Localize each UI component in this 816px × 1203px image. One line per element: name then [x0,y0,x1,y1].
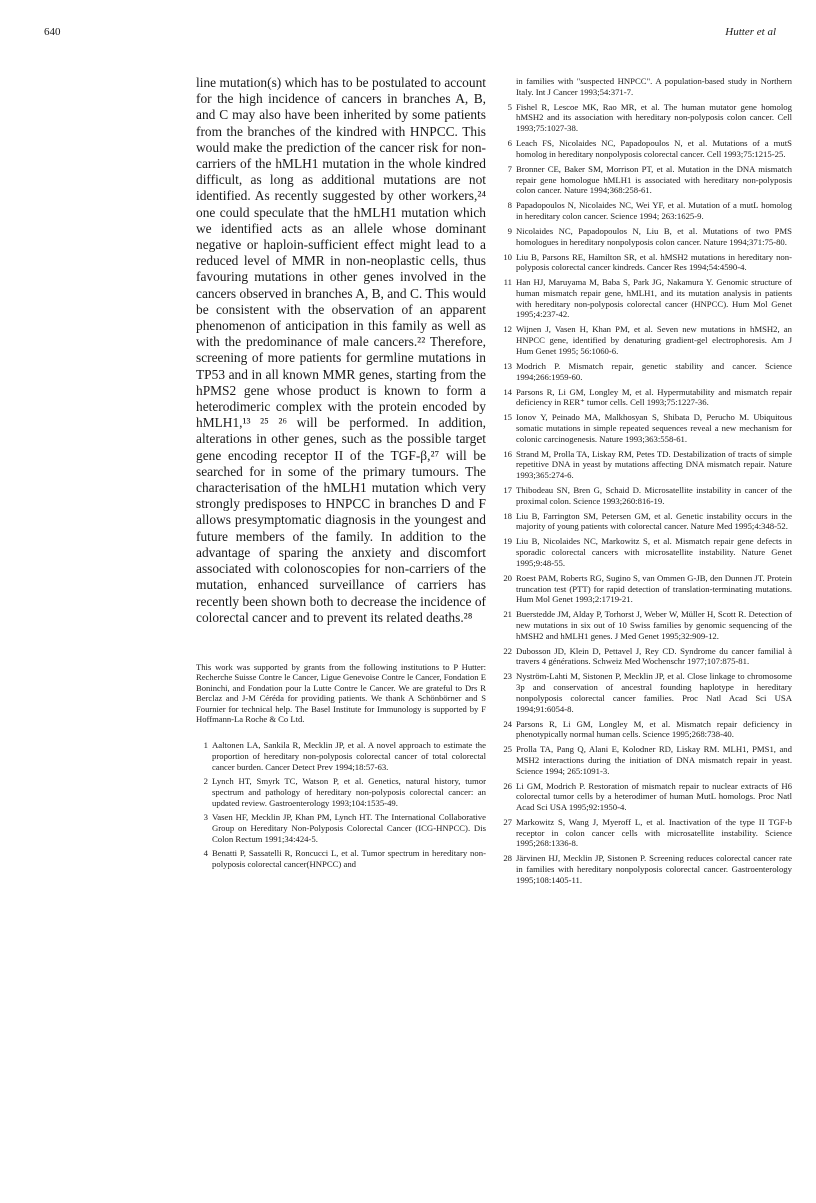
reference-text: Benatti P, Sassatelli R, Roncucci L, et al. Tumor spectrum in hereditary non-polyposis colorectal cancer(HNPCC) and [212,848,486,869]
reference-text: Lynch HT, Smyrk TC, Watson P, et al. Genetics, natural history, tumor spectrum and pathology of hereditary non-polyposis colorectal cancer: an updated review. Gastroenterology 1993;104:1535-49. [212,776,486,808]
body-paragraph: line mutation(s) which has to be postulated to account for the high incidence of cancers in branches A, B, and C may also have been inherited by some patients from the branches of the kindred with HNPCC. This would make the prediction of the cancer risk for non-carriers of the hMLH1 mutation in the whole kindred difficult, as long as additional mutations are not identified. As recently suggested by other workers,²⁴ one could speculate that the hMLH1 mutation which we identified acts as an allele whose dominant negative or haploin-sufficient effect might lead to a reduced level of MMR in non-neoplastic cells, thus favouring mutations in other genes involved in the cancers observed in branches A, B, and C. This would be consistent with the observation of an apparent phenomenon of anticipation in this family as well as with the predominance of male cancers.²² Therefore, screening of more patients for germline mutations in TP53 and in all known MMR genes, starting from the hPMS2 gene whose product is known to form a heterodimeric complex with the protein encoded by hMLH1,¹³ ²⁵ ²⁶ will be performed. In addition, alterations in other genes, such as the possible target gene encoding receptor II of the TGF-β,²⁷ will be searched for in some of the primary tumours. The characterisation of the hMLH1 mutation which very strongly predisposes to HNPCC in branches D and F allows presymptomatic diagnosis in the youngest and future members of the family. In addition to the advantage of sparing the anxiety and discomfort associated with colonoscopies for non-carriers of the mutation, enhanced surveillance of carriers has recently been shown both to decrease the incidence of colorectal cancer and to prevent its related deaths.²⁸ [196,75,486,625]
reference-item [500,609,792,641]
reference-continuation: in families with "suspected HNPCC". A population-based study in Northern Italy. Int J Cancer 1993;54:371-7. [516,76,792,97]
reference-number: 23 [503,671,512,682]
reference-text: Aaltonen LA, Sankila R, Mecklin JP, et al. A novel approach to estimate the proportion of hereditary non-polyposis colorectal cancer of total colorectal cancer burden. Cancer Detect Prev 1994;18:57-63. [212,740,486,772]
reference-number: 1 [203,740,208,751]
reference-number: 3 [203,812,208,823]
reference-number: 25 [503,744,512,755]
reference-number: 22 [503,645,512,656]
reference-text: Dubosson JD, Klein D, Pettavel J, Rey CD. Syndrome du cancer familial à travers 4 générations. Schweiz Med Wochenschr 1977;107:875-81. [516,645,792,667]
reference-text: Liu B, Nicolaides NC, Markowitz S, et al. Mismatch repair gene defects in sporadic colorectal cancers with microsatellite instability. Nature Genet 1995;9:48-55. [516,536,792,568]
reference-text: Parsons R, Li GM, Longley M, et al. Hypermutability and mismatch repair deficiency in RER⁺ tumor cells. Cell 1993;75:1227-36. [516,386,792,408]
reference-number: 24 [503,718,512,729]
reference-item [500,646,792,667]
reference-item [500,485,792,506]
reference-item [500,744,792,776]
reference-item [500,817,792,849]
reference-number: 17 [503,485,512,496]
reference-number: 10 [503,251,512,262]
reference-text: Fishel R, Lescoe MK, Rao MR, et al. The human mutator gene homolog hMSH2 and its association with hereditary non-polyposis colon cancer. Cell 1993;75:1027-38. [516,101,792,134]
reference-number: 11 [503,277,512,288]
reference-text: Papadopoulos N, Nicolaides NC, Wei YF, et al. Mutation of a mutL homolog in hereditary colon cancer. Science 1994; 263:1625-9. [516,200,792,221]
reference-item [500,226,792,247]
page-number: 640 [44,26,61,38]
reference-number: 27 [503,817,512,828]
reference-number: 2 [203,776,208,787]
reference-item [196,848,486,869]
reference-number: 26 [503,780,512,791]
reference-text: Leach FS, Nicolaides NC, Papadopoulos N, et al. Mutations of a mutS homolog in hereditary nonpolyposis colorectal cancer. Cell 1993;75:1215-25. [516,138,792,159]
reference-item [500,164,792,196]
reference-text: Roest PAM, Roberts RG, Sugino S, van Ommen G-JB, den Dunnen JT. Protein truncation test (PTT) for rapid detection of translation-terminating mutations. Hum Mol Genet 1993;2:1719-21. [516,572,792,605]
reference-number: 16 [503,448,512,459]
reference-number: 7 [507,163,512,174]
reference-item [500,412,792,444]
reference-number: 21 [503,609,512,620]
reference-number: 19 [503,536,512,547]
reference-list-left [196,740,486,869]
reference-number: 5 [507,101,512,112]
reference-text: Modrich P. Mismatch repair, genetic stability and cancer. Science 1994;266:1959-60. [516,360,792,382]
reference-text: Wijnen J, Vasen H, Khan PM, et al. Seven new mutations in hMSH2, an HNPCC gene, identified by denaturing gradient-gel electrophoresis. Am J Hum Genet 1995; 56:1060-6. [516,324,792,356]
reference-text: Markowitz S, Wang J, Myeroff L, et al. Inactivation of the type II TGF-b receptor in colon cancer cells with microsatellite instability. Science 1995;268:1336-8. [516,817,792,849]
reference-number: 13 [503,360,512,371]
reference-text: Liu B, Parsons RE, Hamilton SR, et al. hMSH2 mutations in hereditary non-polyposis colorectal cancer kindreds. Cancer Res 1994;54:4590-4. [516,251,792,273]
reference-item [500,324,792,356]
reference-item [500,138,792,159]
reference-item [500,536,792,568]
reference-number: 9 [507,225,512,236]
reference-item [500,719,792,740]
reference-item [500,853,792,885]
left-column [196,75,486,873]
reference-text: Järvinen HJ, Mecklin JP, Sistonen P. Screening reduces colorectal cancer rate in families with hereditary nonpolyposis colorectal cancer. Gastroenterology 1995;108:1405-11. [516,853,792,885]
reference-item [500,781,792,813]
reference-text: Buerstedde JM, Alday P, Torhorst J, Weber W, Müller H, Scott R. Detection of new mutations in six out of 10 Swiss families by genomic sequencing of the hMSH2 and hMLH1 genes. J Med Genet 1995;32:909-12. [516,609,792,641]
reference-number: 4 [203,848,208,859]
acknowledgement: This work was supported by grants from the following institutions to P Hutter: Recherche Suisse Contre le Cancer, Ligue Genevoise Contre le Cancer, Fondation E Boninchi, and Fondation pour la Lutte Contre le Cancer. We are grateful to Drs R Berclaz and J-M Céréda for providing patients. We thank A Schönbörner and S Fournier for technical help. The Basel Institute for Immunology is supported by F Hoffmann-La Roche & Co Ltd. [196,661,486,724]
reference-number: 15 [503,412,512,423]
reference-text: Nicolaides NC, Papadopoulos N, Liu B, et al. Mutations of two PMS homologues in hereditary nonpolyposis colon cancer. Nature 1994;371:75-80. [516,225,792,247]
reference-number: 6 [507,138,512,149]
running-head: Hutter et al [725,26,776,38]
reference-text: Prolla TA, Pang Q, Alani E, Kolodner RD, Liskay RM. MLH1, PMS1, and MSH2 interactions during the initiation of DNA mismatch repair in yeast. Science 1994; 265:1091-3. [516,744,792,776]
reference-text: Parsons R, Li GM, Longley M, et al. Mismatch repair deficiency in phenotypically normal human cells. Science 1995;268:738-40. [516,718,792,740]
reference-item [500,511,792,532]
reference-item [500,387,792,408]
reference-item [500,252,792,273]
reference-item [500,573,792,605]
reference-item [500,277,792,320]
right-column [500,76,792,890]
reference-text: Thibodeau SN, Bren G, Schaid D. Microsatellite instability in cancer of the proximal colon. Science 1993;260:816-19. [516,485,792,506]
reference-item [196,812,486,844]
reference-number: 14 [503,386,512,397]
reference-item [196,776,486,808]
reference-item [500,361,792,382]
reference-text: Strand M, Prolla TA, Liskay RM, Petes TD. Destabilization of tracts of simple repetitive DNA in yeast by mutations affecting DNA mismatch repair. Nature 1993;365:274-6. [516,448,792,481]
reference-text: Han HJ, Maruyama M, Baba S, Park JG, Nakamura Y. Genomic structure of human mismatch repair gene, hMLH1, and its mutation analysis in patients with hereditary non-polyposis colorectal cancer (HNPCC). Hum Mol Genet 1995;4:237-42. [516,277,792,320]
reference-item [500,102,792,134]
reference-number: 18 [503,510,512,521]
reference-text: Ionov Y, Peinado MA, Malkhosyan S, Shibata D, Perucho M. Ubiquitous somatic mutations in simple repeated sequences reveal a new mechanism for colonic carcinogenesis. Nature 1993;363:558-61. [516,412,792,444]
reference-item [500,671,792,714]
reference-item [500,449,792,481]
reference-item [196,740,486,772]
reference-text: Nyström-Lahti M, Sistonen P, Mecklin JP, et al. Close linkage to chromosome 3p and conservation of ancestral founding haplotype in hereditary nonpolyposis colorectal cancer families. Proc Natl Acad Sci USA 1994;91:6054-8. [516,671,792,714]
reference-number: 20 [503,572,512,583]
reference-number: 8 [507,200,512,211]
reference-number: 12 [503,324,512,335]
reference-text: Li GM, Modrich P. Restoration of mismatch repair to nuclear extracts of H6 colorectal tumor cells by a heterodimer of human MutL homologs. Proc Natl Acad Sci USA 1995;92:1950-4. [516,780,792,813]
reference-number: 28 [503,853,512,864]
reference-item [500,200,792,221]
reference-text: Bronner CE, Baker SM, Morrison PT, et al. Mutation in the DNA mismatch repair gene homologue hMLH1 is associated with hereditary non-polyposis colon cancer. Nature 1994;368:258-61. [516,163,792,196]
reference-text: Vasen HF, Mecklin JP, Khan PM, Lynch HT. The International Collaborative Group on Hereditary Non-Polyposis Colorectal Cancer (ICG-HNPCC). Dis Colon Rectum 1991;34:424-5. [212,812,486,844]
reference-text: Liu B, Farrington SM, Petersen GM, et al. Genetic instability occurs in the majority of young patients with colorectal cancer. Nature Med 1995;4:348-52. [516,510,792,532]
